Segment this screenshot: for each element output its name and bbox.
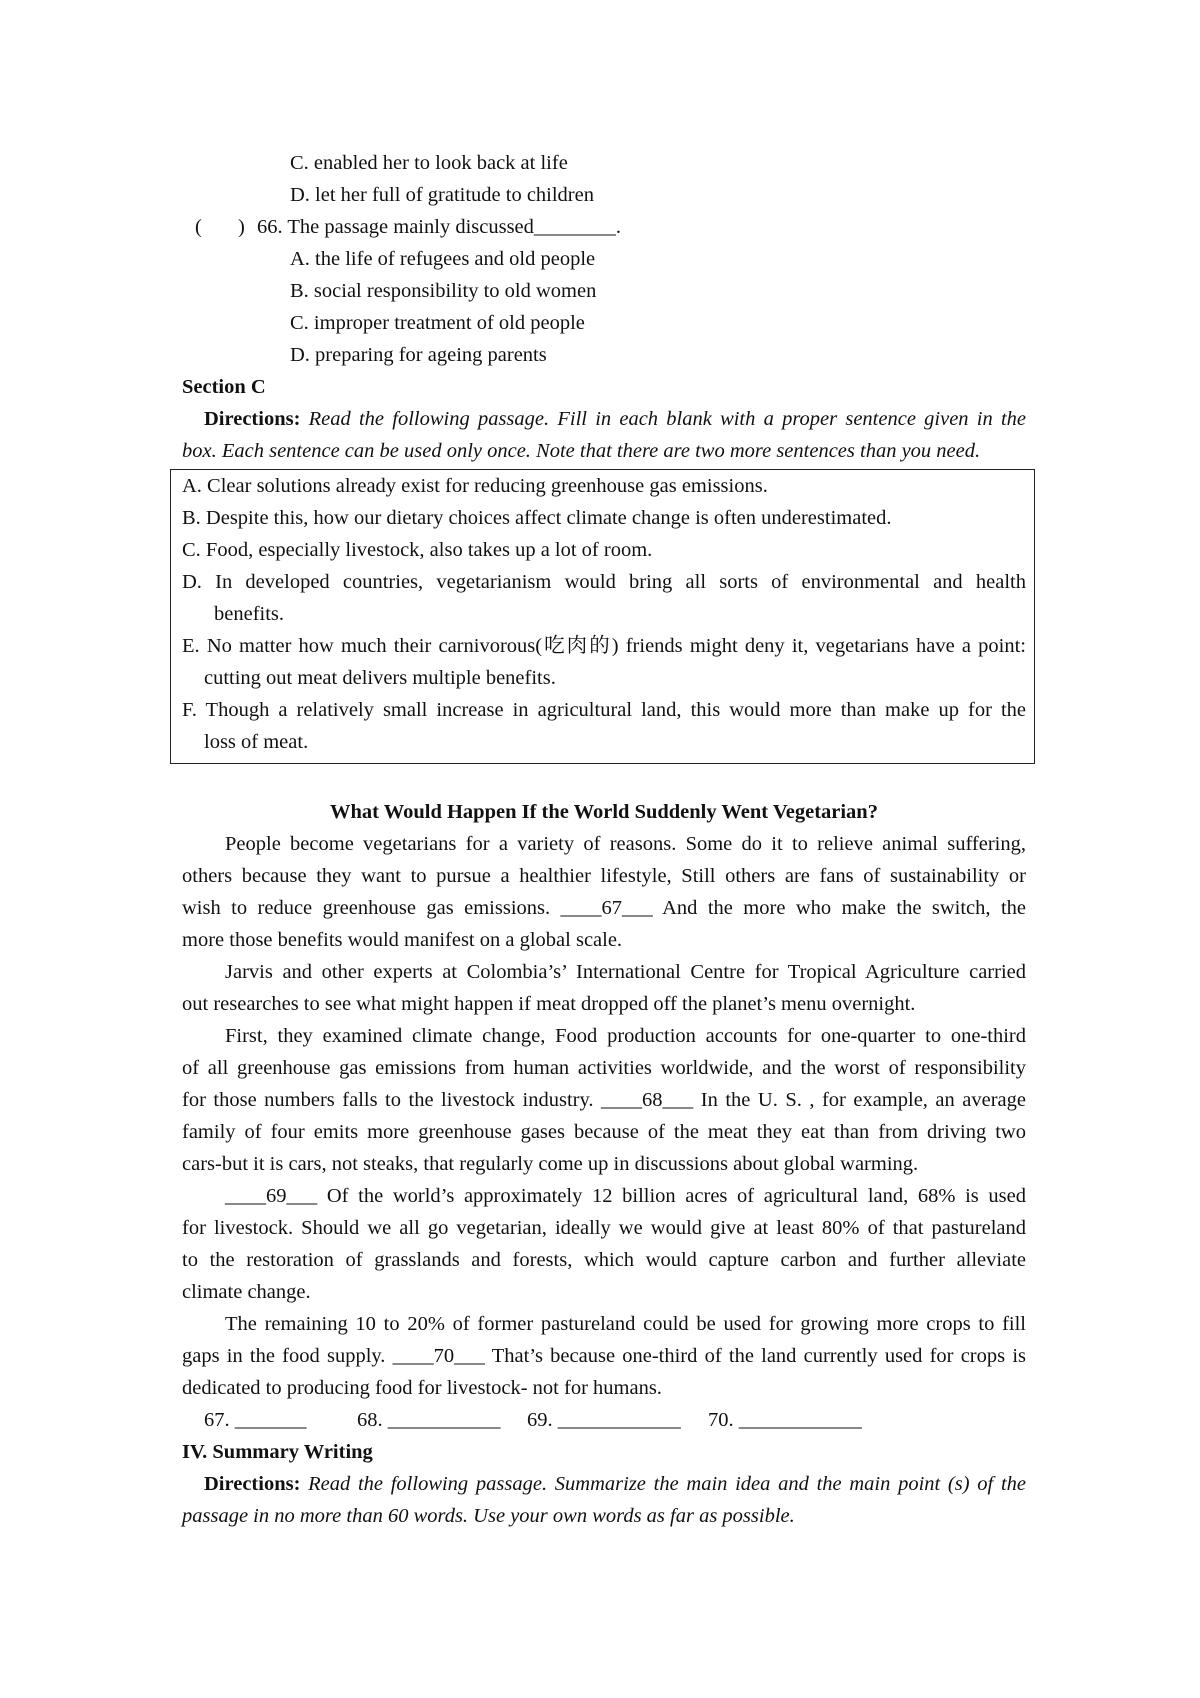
q66-option-c: C. improper treatment of old people <box>290 312 585 334</box>
passage-p5-line1: The remaining 10 to 20% of former pastureland could be used for growing more crops to fill <box>225 1313 1026 1335</box>
passage-p3-line4: family of four emits more greenhouse gases because of the meat they eat than from driving two <box>182 1121 1026 1143</box>
passage-p5-line3: dedicated to producing food for livestock- not for humans. <box>182 1377 662 1399</box>
summary-directions-line1 <box>204 1468 1026 1500</box>
passage-p4-line4: climate change. <box>182 1281 311 1303</box>
option-b: B. Despite this, how our dietary choices affect climate change is often underestimated. <box>182 507 892 529</box>
q66-answer-bracket-open: ( <box>195 216 202 238</box>
summary-writing-heading: IV. Summary Writing <box>182 1441 373 1463</box>
passage-p5-line2: gaps in the food supply. ____70___ That’s because one-third of the land currently used for crops is <box>182 1345 1026 1367</box>
passage-p3-line5: cars-but it is cars, not steaks, that regularly come up in discussions about global warming. <box>182 1153 919 1175</box>
passage-p1-line1: People become vegetarians for a variety of reasons. Some do it to relieve animal suffering, <box>225 833 1026 855</box>
answer-blank-70[interactable]: 70. ____________ <box>708 1409 862 1431</box>
q65-option-d: D. let her full of gratitude to children <box>290 184 594 206</box>
directions-text: Read the following passage. Summarize the main idea and the main point (s) of the <box>308 1473 1026 1495</box>
option-d-line1: D. In developed countries, vegetarianism would bring all sorts of environmental and health <box>182 571 1026 593</box>
directions-text: Read the following passage. Fill in each blank with a proper sentence given in the <box>308 408 1026 430</box>
passage-p3-line1: First, they examined climate change, Food production accounts for one-quarter to one-third <box>225 1025 1026 1047</box>
section-c-directions-line1 <box>204 403 1026 435</box>
passage-p3-line3: for those numbers falls to the livestock industry. ____68___ In the U. S. , for example, an average <box>182 1089 1026 1111</box>
q66-answer-bracket-close: ) <box>238 216 245 238</box>
section-c-heading: Section C <box>182 376 266 398</box>
summary-directions-line2: passage in no more than 60 words. Use your own words as far as possible. <box>182 1505 795 1527</box>
passage-p1-line4: more those benefits would manifest on a global scale. <box>182 929 623 951</box>
option-f-line2: loss of meat. <box>204 731 309 753</box>
q66-option-b: B. social responsibility to old women <box>290 280 597 302</box>
q66-option-a: A. the life of refugees and old people <box>290 248 596 270</box>
section-c-directions-line2: box. Each sentence can be used only once. Note that there are two more sentences than you need. <box>182 440 981 462</box>
option-c: C. Food, especially livestock, also takes up a lot of room. <box>182 539 653 561</box>
option-f-line1: F. Though a relatively small increase in agricultural land, this would more than make up for the <box>182 699 1026 721</box>
option-e-line1: E. No matter how much their carnivorous(吃肉的) friends might deny it, vegetarians have a point: <box>182 635 1026 657</box>
directions-label: Directions: <box>204 1473 301 1495</box>
answer-blank-67[interactable]: 67. _______ <box>204 1409 307 1431</box>
passage-p4-line2: for livestock. Should we all go vegetarian, ideally we would give at least 80% of that pastureland <box>182 1217 1026 1239</box>
q66-stem: 66. The passage mainly discussed________. <box>257 216 622 238</box>
passage-p1-line2: others because they want to pursue a healthier lifestyle, Still others are fans of sustainability or <box>182 865 1026 887</box>
option-a: A. Clear solutions already exist for reducing greenhouse gas emissions. <box>182 475 768 497</box>
q65-option-c: C. enabled her to look back at life <box>290 152 568 174</box>
answer-blank-68[interactable]: 68. ___________ <box>357 1409 501 1431</box>
passage-p3-line2: of all greenhouse gas emissions from human activities worldwide, and the worst of responsibility <box>182 1057 1026 1079</box>
passage-p2-line2: out researches to see what might happen if meat dropped off the planet’s menu overnight. <box>182 993 916 1015</box>
passage-p2-line1: Jarvis and other experts at Colombia’s’ International Centre for Tropical Agriculture carried <box>225 961 1026 983</box>
q66-option-d: D. preparing for ageing parents <box>290 344 547 366</box>
passage-p1-line3: wish to reduce greenhouse gas emissions. ____67___ And the more who make the switch, the <box>182 897 1026 919</box>
passage-p4-line3: to the restoration of grasslands and forests, which would capture carbon and further alleviate <box>182 1249 1026 1271</box>
answer-blank-69[interactable]: 69. ____________ <box>527 1409 681 1431</box>
passage-p4-line1: ____69___ Of the world’s approximately 12 billion acres of agricultural land, 68% is used <box>225 1185 1026 1207</box>
passage-title: What Would Happen If the World Suddenly Went Vegetarian? <box>330 801 878 823</box>
directions-label: Directions: <box>204 408 301 430</box>
option-e-line2: cutting out meat delivers multiple benefits. <box>204 667 556 689</box>
option-d-line2: benefits. <box>214 603 285 625</box>
